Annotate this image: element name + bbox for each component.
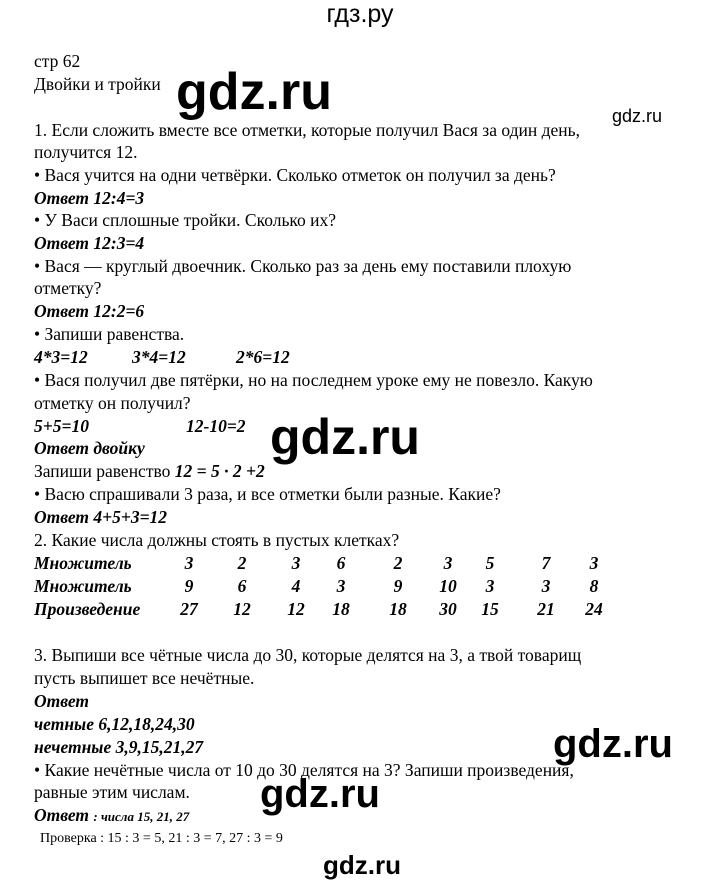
- answer-6: Ответ 4+5+3=12: [34, 507, 168, 527]
- table-cell: 12: [287, 599, 305, 619]
- table-cell: 3: [541, 576, 551, 596]
- watermark: gdz.ru: [612, 106, 663, 126]
- watermark: gdz.ru: [553, 722, 673, 766]
- table-cell: 2: [237, 553, 247, 573]
- row-label: Произведение: [34, 599, 141, 619]
- answer-5: Ответ двойку: [34, 438, 145, 458]
- watermark: gdz.ru: [260, 772, 380, 816]
- table-cell: 3: [443, 553, 453, 573]
- table-cell: 9: [393, 576, 403, 596]
- table-cell: 3: [589, 553, 599, 573]
- question-1-line-2: получится 12.: [34, 142, 138, 162]
- answer-7-text: : числа 15, 21, 27: [93, 809, 190, 824]
- table-cell: 3: [485, 576, 495, 596]
- write-equality-expression: 12 = 5 · 2 +2: [174, 461, 265, 481]
- question-2: 2. Какие числа должны стоять в пустых клетках?: [34, 530, 400, 550]
- even-numbers: четные 6,12,18,24,30: [34, 714, 195, 734]
- answer-label: Ответ: [34, 691, 90, 711]
- answer-7-label: Ответ: [34, 805, 94, 825]
- watermark: gdz.ru: [323, 850, 401, 880]
- answer-7: [34, 804, 189, 828]
- bullet-5-line-2: отметку он получил?: [34, 393, 191, 413]
- question-1-line-1: 1. Если сложить вместе все отметки, которые получил Вася за один день,: [34, 120, 580, 140]
- equation-2: 3*4=12: [132, 347, 186, 367]
- page-reference: стр 62: [34, 51, 81, 71]
- table-cell: 24: [585, 599, 603, 619]
- table-cell: 3: [336, 576, 346, 596]
- equation-5a: 5+5=10: [34, 416, 89, 436]
- table-cell: 27: [180, 599, 198, 619]
- watermark: gdz.ru: [270, 409, 420, 465]
- watermark: gdz.ru: [176, 63, 332, 121]
- table-cell: 21: [537, 599, 555, 619]
- question-3-line-1: 3. Выпиши все чётные числа до 30, которые делятся на 3, а твой товарищ: [34, 645, 582, 665]
- bullet-7-line-2: равные этим числам.: [34, 782, 190, 802]
- answer-1: Ответ 12:4=3: [34, 188, 145, 208]
- table-cell: 5: [485, 553, 495, 573]
- table-cell: 10: [439, 576, 457, 596]
- equation-5b: 12-10=2: [186, 416, 246, 436]
- table-cell: 2: [393, 553, 403, 573]
- table-cell: 18: [389, 599, 407, 619]
- bullet-3-line-2: отметку?: [34, 278, 102, 298]
- table-cell: 3: [184, 553, 194, 573]
- table-cell: 6: [237, 576, 247, 596]
- table-cell: 30: [439, 599, 457, 619]
- table-cell: 3: [291, 553, 301, 573]
- question-3-line-2: пусть выпишет все нечётные.: [34, 668, 255, 688]
- bullet-3-line-1: • Вася — круглый двоечник. Сколько раз за день ему поставили плохую: [34, 256, 572, 276]
- bullet-7-line-1: • Какие нечётные числа от 10 до 30 делятся на 3? Запиши произведения,: [34, 760, 574, 780]
- table-cell: 4: [291, 576, 301, 596]
- bullet-1: • Вася учится на одни четвёрки. Сколько отметок он получил за день?: [34, 165, 556, 185]
- table-cell: 9: [184, 576, 194, 596]
- answer-2: Ответ 12:3=4: [34, 233, 145, 253]
- topic-title: Двойки и тройки: [34, 74, 161, 94]
- write-equality-prefix: Запиши равенство: [34, 461, 175, 481]
- table-cell: 7: [541, 553, 551, 573]
- bullet-4: • Запиши равенства.: [34, 324, 185, 344]
- check-line: Проверка : 15 : 3 = 5, 21 : 3 = 7, 27 : 3 = 9: [40, 831, 283, 846]
- bullet-5-line-1: • Вася получил две пятёрки, но на последнем уроке ему не повезло. Какую: [34, 370, 593, 390]
- row-label: Множитель: [34, 553, 132, 573]
- table-cell: 12: [233, 599, 251, 619]
- write-equality: [34, 460, 265, 482]
- table-cell: 15: [481, 599, 499, 619]
- table-cell: 8: [589, 576, 599, 596]
- table-cell: 18: [332, 599, 350, 619]
- odd-numbers: нечетные 3,9,15,21,27: [34, 737, 204, 757]
- table-cell: 6: [336, 553, 346, 573]
- row-label: Множитель: [34, 576, 132, 596]
- bullet-2: • У Васи сплошные тройки. Сколько их?: [34, 210, 337, 230]
- answer-3: Ответ 12:2=6: [34, 301, 145, 321]
- site-header[interactable]: гдз.ру: [326, 0, 394, 28]
- bullet-6: • Васю спрашивали 3 раза, и все отметки были разные. Какие?: [34, 484, 501, 504]
- equation-1: 4*3=12: [34, 347, 88, 367]
- equation-3: 2*6=12: [236, 347, 290, 367]
